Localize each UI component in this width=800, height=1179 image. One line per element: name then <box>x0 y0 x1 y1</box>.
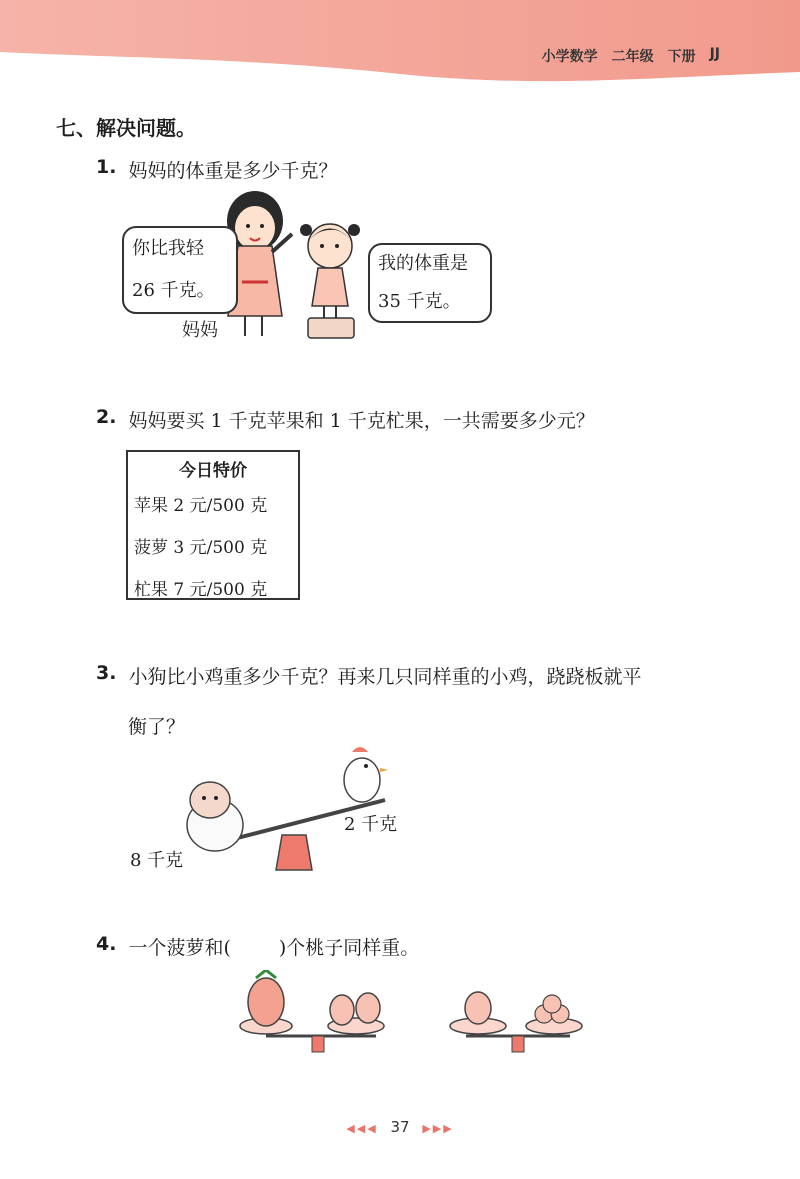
mom-label: 妈妈 <box>182 320 218 341</box>
question-number: 4. <box>96 933 117 955</box>
balance-scales-illustration <box>230 970 590 1060</box>
question-text-line2: 衡了？ <box>128 716 186 738</box>
question-3-continued <box>128 712 185 739</box>
question-2 <box>96 406 595 433</box>
seesaw-illustration <box>170 740 400 875</box>
question-3 <box>96 662 641 689</box>
mom-bubble-line1: 你比我轻 <box>132 238 204 259</box>
girl-bubble-line2: 35 千克。 <box>378 291 461 312</box>
price-table <box>126 450 300 600</box>
price-row-apple: 苹果 2 元/500 克 <box>134 496 268 516</box>
question-text: 妈妈的体重是多少千克？ <box>128 160 338 182</box>
question-text-after: )个桃子同样重。 <box>278 937 420 959</box>
mom-speech-bubble <box>122 226 238 314</box>
girl-bubble-line1: 我的体重是 <box>378 253 468 274</box>
header-info <box>542 46 720 66</box>
question-text-before: 一个菠萝和( <box>128 937 231 959</box>
header-edition: JJ <box>709 46 720 62</box>
dog-weight-label: 8 千克 <box>130 850 184 871</box>
header-subject: 小学数学 <box>541 49 598 65</box>
page-number: 37 <box>390 1118 410 1136</box>
right-arrows-icon: ▶▶▶ <box>422 1122 454 1135</box>
left-arrows-icon: ◀◀◀ <box>346 1122 378 1135</box>
page-footer <box>0 1118 800 1136</box>
header-volume: 下册 <box>667 49 696 65</box>
question-number: 3. <box>96 662 117 684</box>
mom-bubble-line2: 26 千克。 <box>132 280 215 301</box>
girl-speech-bubble <box>368 243 492 323</box>
question-number: 2. <box>96 406 117 428</box>
price-table-title: 今日特价 <box>179 461 247 481</box>
question-4 <box>96 933 419 960</box>
question-number: 1. <box>96 156 117 178</box>
question-text: 妈妈要买 1 千克苹果和 1 千克杧果，一共需要多少元？ <box>128 410 595 432</box>
section-title: 七、解决问题。 <box>56 116 196 140</box>
question-1 <box>96 156 337 183</box>
price-row-mango: 杧果 7 元/500 克 <box>134 580 268 600</box>
header-band <box>0 0 800 90</box>
question-text-line1: 小狗比小鸡重多少千克？再来几只同样重的小鸡，跷跷板就平 <box>128 666 642 688</box>
chick-weight-label: 2 千克 <box>344 814 398 835</box>
header-grade: 二年级 <box>611 49 654 65</box>
question-text <box>128 933 419 960</box>
price-row-pineapple: 菠萝 3 元/500 克 <box>134 538 268 558</box>
